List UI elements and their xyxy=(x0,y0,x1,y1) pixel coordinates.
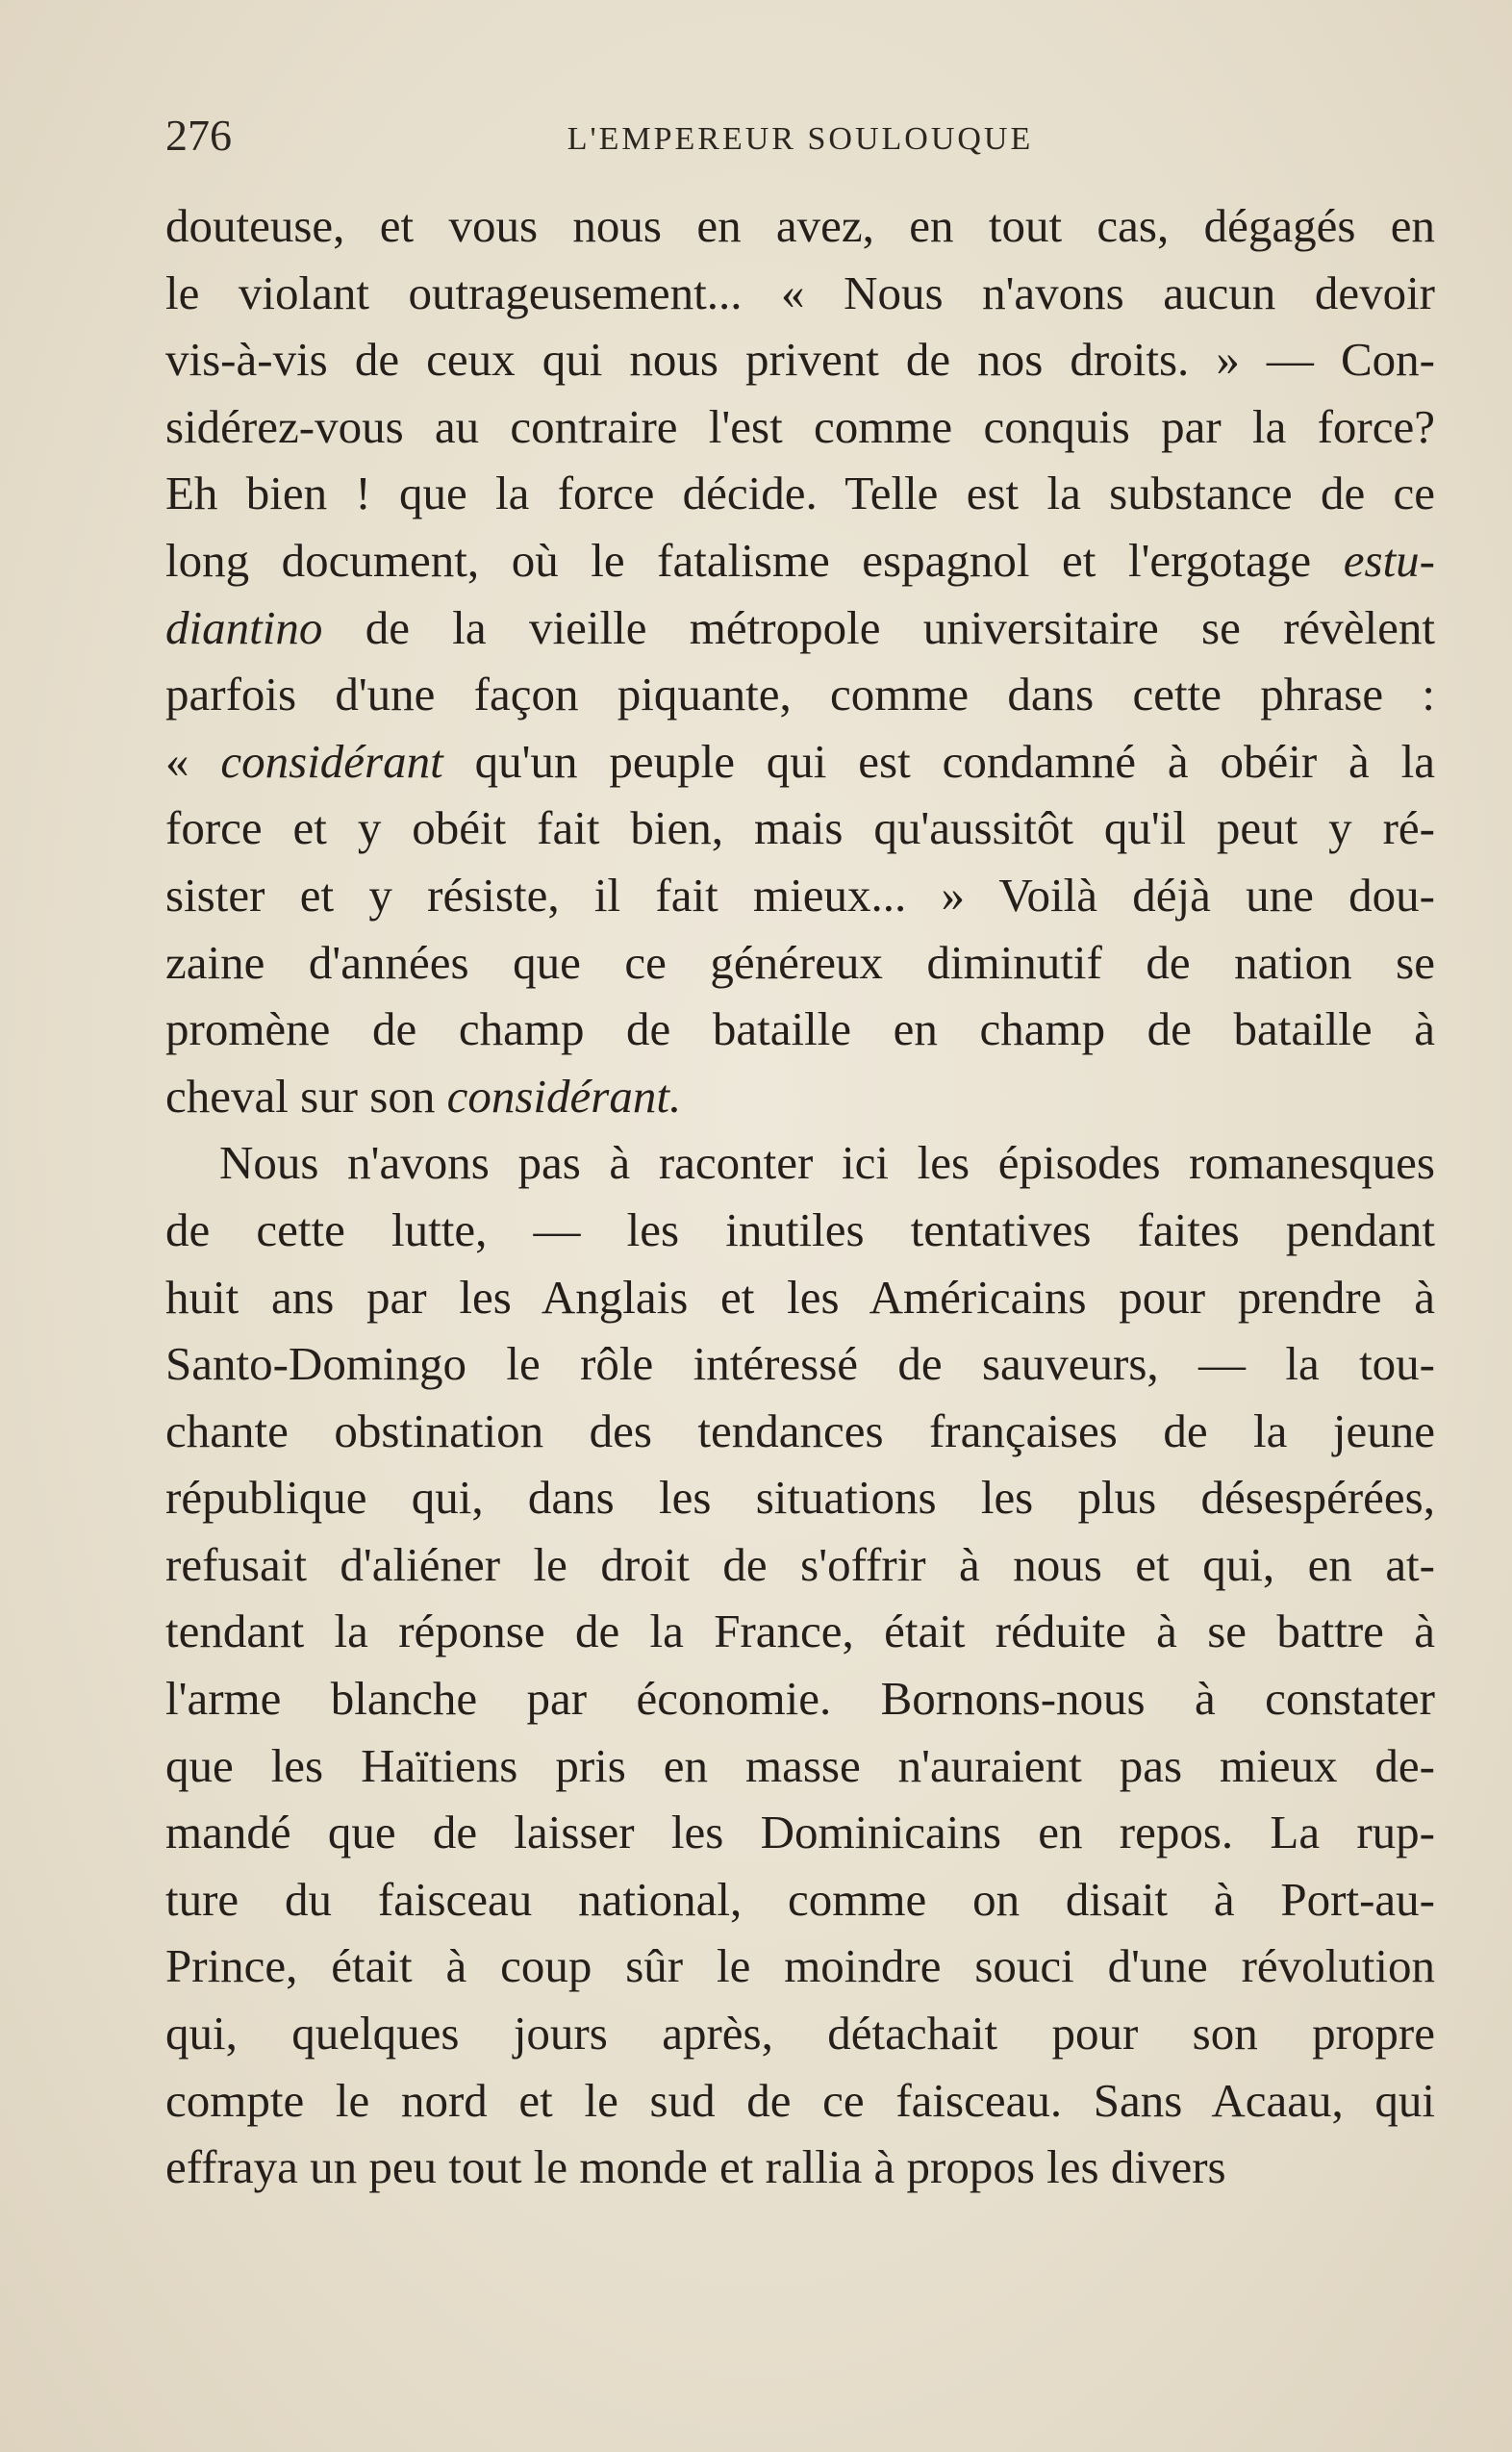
text-line xyxy=(165,527,1435,594)
text-segment: « xyxy=(165,734,221,788)
text-segment: promène de champ de bataille en champ de bataille à xyxy=(165,1002,1435,1056)
page-number: 276 xyxy=(165,111,232,160)
italic-text: considérant. xyxy=(446,1069,682,1123)
body-text xyxy=(165,192,1435,2201)
text-segment: huit ans par les Anglais et les Américains pour prendre à xyxy=(165,1270,1435,1324)
text-segment: chante obstination des tendances françaises de la jeune xyxy=(165,1403,1435,1457)
text-segment: force et y obéit fait bien, mais qu'aussitôt qu'il peut y ré- xyxy=(165,801,1435,855)
text-line xyxy=(165,326,1435,393)
text-line xyxy=(165,460,1435,527)
text-line xyxy=(165,862,1435,929)
text-segment: douteuse, et vous nous en avez, en tout cas, dégagés en xyxy=(165,199,1435,252)
text-line xyxy=(165,929,1435,997)
text-segment: de cette lutte, — les inutiles tentatives faites pendant xyxy=(165,1202,1435,1256)
text-line xyxy=(165,2067,1435,2135)
text-segment: qu'un peuple qui est condamné à obéir à la xyxy=(442,734,1435,788)
text-line xyxy=(165,996,1435,1063)
text-segment: Nous n'avons pas à raconter ici les épisodes romanesques xyxy=(219,1136,1435,1190)
text-line xyxy=(165,393,1435,461)
text-segment: le violant outrageusement... « Nous n'avons aucun devoir xyxy=(165,265,1435,319)
text-segment: l'arme blanche par économie. Bornons-nous à constater xyxy=(165,1672,1435,1726)
text-segment: compte le nord et le sud de ce faisceau. Sans Acaau, qui xyxy=(165,2073,1435,2127)
text-line xyxy=(165,1665,1435,1732)
text-line xyxy=(165,795,1435,862)
text-line xyxy=(165,1129,1435,1197)
text-segment: cheval sur son xyxy=(165,1069,447,1123)
text-line xyxy=(165,1398,1435,1465)
text-segment: mandé que de laisser les Dominicains en repos. La rup- xyxy=(165,1806,1435,1859)
text-line xyxy=(165,1799,1435,1866)
italic-text: estu- xyxy=(1343,533,1435,587)
text-segment: effraya un peu tout le monde et rallia à propos les divers xyxy=(165,2140,1226,2194)
text-line xyxy=(165,1531,1435,1599)
text-line xyxy=(165,2000,1435,2067)
paragraph xyxy=(165,192,1435,1129)
text-line xyxy=(165,1933,1435,2000)
italic-text: diantino xyxy=(165,600,323,654)
text-line xyxy=(165,260,1435,327)
text-line xyxy=(165,2134,1435,2201)
text-segment: Prince, était à coup sûr le moindre souci d'une révolution xyxy=(165,1939,1435,1993)
text-segment: de la vieille métropole universitaire se révèlent xyxy=(322,600,1435,654)
text-segment: ture du faisceau national, comme on disait à Port-au- xyxy=(165,1872,1435,1926)
text-line xyxy=(165,1866,1435,1934)
text-line xyxy=(165,1063,1435,1130)
italic-text: considérant xyxy=(220,734,443,788)
text-line xyxy=(165,1330,1435,1398)
text-segment: vis-à-vis de ceux qui nous privent de nos droits. » — Con- xyxy=(165,333,1435,387)
text-line xyxy=(165,594,1435,662)
text-line xyxy=(165,1598,1435,1665)
running-head: L'EMPEREUR SOULOUQUE xyxy=(567,121,1034,157)
page-header xyxy=(165,104,1435,181)
paragraph xyxy=(165,1129,1435,2201)
text-segment: que les Haïtiens pris en masse n'auraient pas mieux de- xyxy=(165,1738,1435,1792)
text-segment: république qui, dans les situations les plus désespérées, xyxy=(165,1471,1435,1525)
text-line xyxy=(165,1732,1435,1800)
text-segment: sister et y résiste, il fait mieux... » Voilà déjà une dou- xyxy=(165,868,1435,922)
text-line xyxy=(165,1464,1435,1531)
text-line xyxy=(165,1197,1435,1264)
text-segment: qui, quelques jours après, détachait pour son propre xyxy=(165,2007,1435,2060)
text-segment: tendant la réponse de la France, était réduite à se battre à xyxy=(165,1605,1435,1658)
text-segment: long document, où le fatalisme espagnol et l'ergotage xyxy=(165,533,1344,587)
text-segment: zaine d'années que ce généreux diminutif de nation se xyxy=(165,935,1435,989)
text-segment: parfois d'une façon piquante, comme dans cette phrase : xyxy=(165,668,1435,721)
text-segment: refusait d'aliéner le droit de s'offrir à nous et qui, en at- xyxy=(165,1537,1435,1591)
text-segment: sidérez-vous au contraire l'est comme conquis par la force? xyxy=(165,399,1435,453)
text-segment: Eh bien ! que la force décide. Telle est la substance de ce xyxy=(165,467,1435,520)
text-segment: Santo-Domingo le rôle intéressé de sauveurs, — la tou- xyxy=(165,1337,1435,1391)
text-line xyxy=(165,192,1435,260)
text-line xyxy=(165,728,1435,796)
text-line xyxy=(165,661,1435,728)
text-line xyxy=(165,1264,1435,1331)
